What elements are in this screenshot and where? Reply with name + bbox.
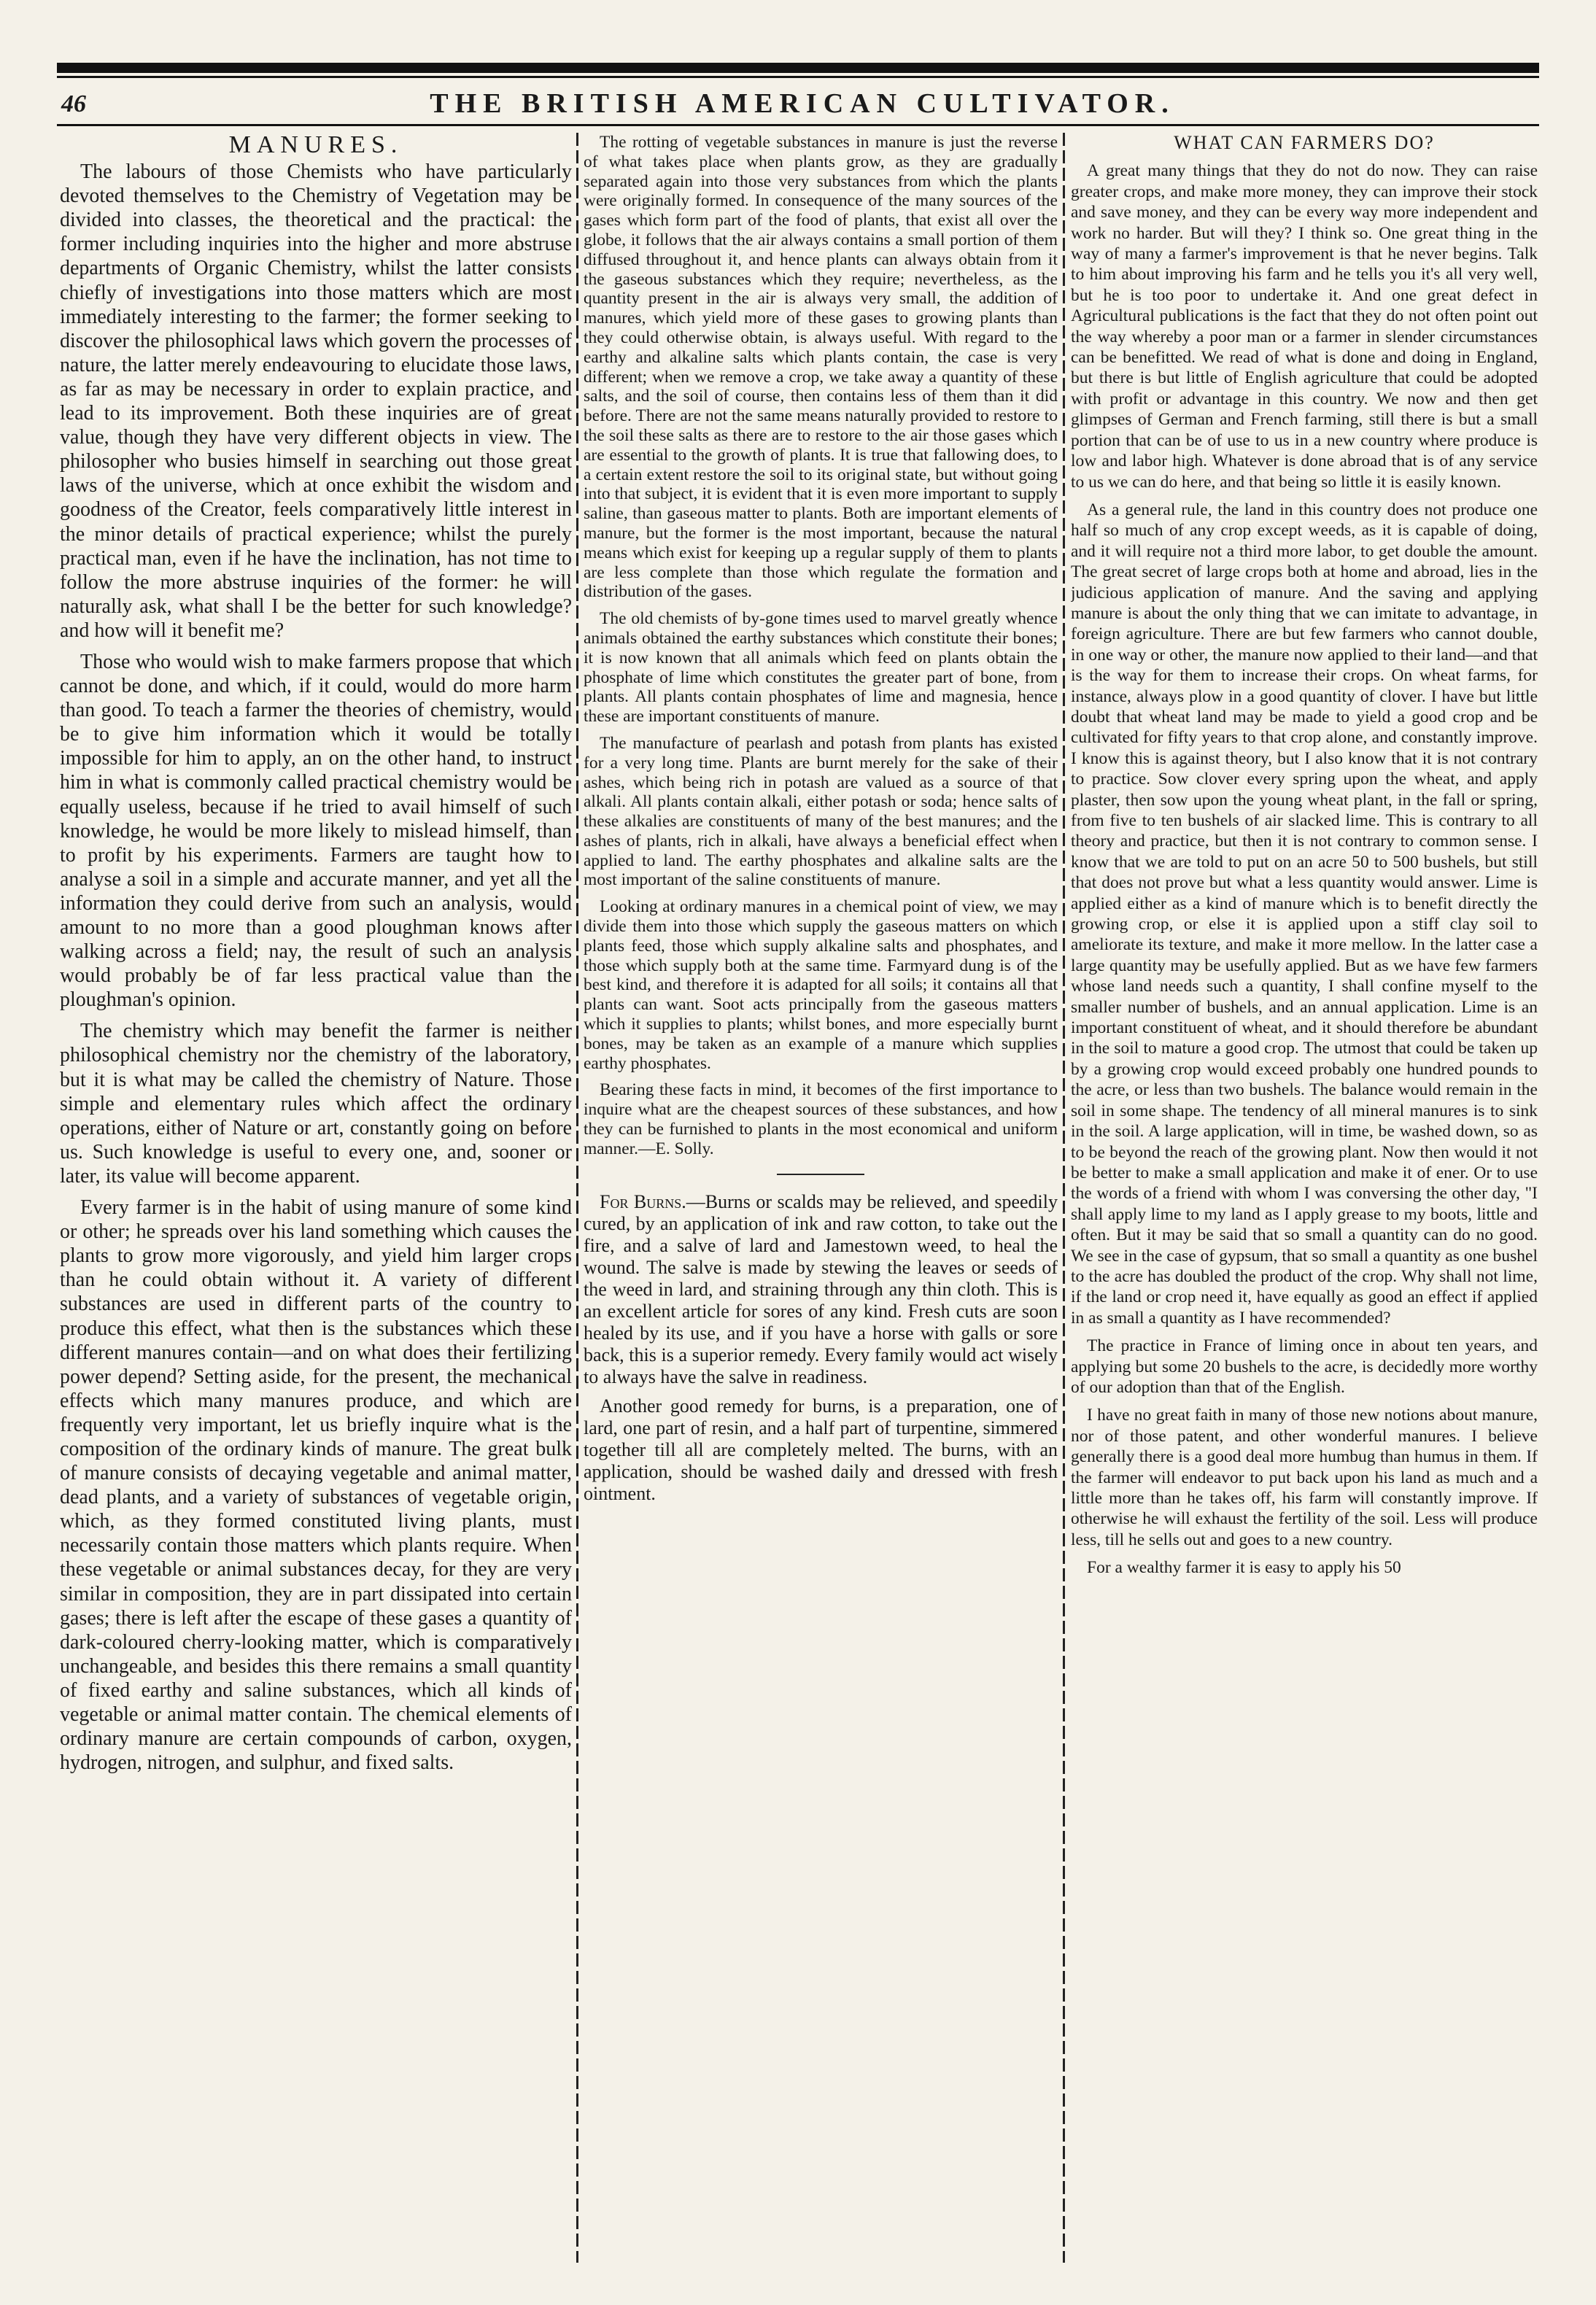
farmers-paragraph: I have no great faith in many of those new notions about manure, nor of those patent, and other wonderful manures. I believe generally there is a good deal more humbug than humus in them. If the farmer will endeavor to put back upon his land as much and a little more than he takes off, his farm will constantly improve. If otherwise he will exhaust the fertility of the soil. Less will produce less, till he sells out and goes to a new country.	[1071, 1406, 1538, 1549]
burns-heading: For Burns.	[600, 1190, 686, 1212]
manures-paragraph: Every farmer is in the habit of using manure of some kind or other; he spreads over his land something which causes the plants to grow more vigorously, and yield him larger crops than he could obtain without it. A variety of different substances are used in different parts of the country to produce this effect, what then is the substances which these different manures contain—and on what does their fertilizing power depend? Setting aside, for the present, the mechanical effects which many manures produce, and which are frequently very important, let us briefly inquire what is the composition of the ordinary kinds of manure. The great bulk of manure consists of decaying vegetable and animal matter, dead plants, and a variety of substances of vegetable origin, which, as they formed constituted living plants, must necessarily contain those matters which plants require. When these vegetable or animal substances decay, for they are very similar in composition, they are in part dissipated into certain gases; there is left after the escape of these gases a quantity of dark-coloured cherry-looking matter, which is comparatively unchangeable, and besides this there remains a small quantity of fixed earthy and saline substances, which all kinds of vegetable or animal matter contain. The chemical elements of ordinary manure are certain compounds of carbon, oxygen, hydrogen, nitrogen, and sulphur, and fixed salts.	[60, 1196, 572, 1775]
manures-paragraph: Those who would wish to make farmers propose that which cannot be done, and which, if it could, would do more harm than good. To teach a farmer the theories of chemistry, would be to give him information which it would be totally impossible for him to apply, an on the other hand, to instruct him in what is commonly called practical chemistry would be equally useless, because if he tried to avail himself of such knowledge, he would be more likely to mislead himself, than to profit by his experiments. Farmers are taught how to analyse a soil in a simple and accurate manner, and yet all the information they could derive from such an analysis, would amount to no more than a good ploughman knows after walking across a field; nay, the result of such an analysis would probably be of far less practical value than the ploughman's opinion.	[60, 650, 572, 1012]
burns-text: —Burns or scalds may be relieved, and speedily cured, by an application of ink and raw cotton, to take out the fire, and a salve of lard and Jamestown weed, to heal the wound. The salve is made by stewing the leaves or seeds of the weed in lard, and straining through any thin cloth. This is an excellent article for sores of any kind. Fresh cuts are soon healed by its use, and if you have a horse with galls or sore back, this is a superior remedy. Every family would act wisely to always have the salve in readiness.	[584, 1190, 1058, 1387]
column-1	[60, 133, 572, 2277]
burns-paragraph: Another good remedy for burns, is a preparation, one of lard, one part of resin, and a half part of turpentine, simmered together till all are completely melted. The burns, with an application, should be washed daily and dressed with fresh ointment.	[584, 1395, 1058, 1504]
column-divider-1	[576, 133, 578, 2263]
manures-paragraph: Looking at ordinary manures in a chemical point of view, we may divide them into those which supply the gaseous matters on which plants feed, those which supply alkaline salts and phosphates, and those which supply both at the same time. Farmyard dung is of the best kind, and therefore it is adapted for all soils; it contains all that plants can want. Soot acts principally from the gaseous matters which it supplies to plants; whilst bones, and more especially burnt bones, may be taken as an example of a manure which supplies earthy phosphates.	[584, 897, 1058, 1073]
column-2	[584, 133, 1058, 2277]
farmers-title: WHAT CAN FARMERS DO?	[1174, 133, 1435, 153]
farmers-paragraph: As a general rule, the land in this country does not produce one half so much of any crop except weeds, as it is capable of doing, and it will require not a third more labor, to get double the amount. The great secret of large crops both at home and abroad, lies in the judicious application of manure. And the saving and applying manure is about the only thing that we can imitate to advantage, in foreign agriculture. There are but few farmers who cannot double, in one way or other, the manure now applied to their land—and that is the way for them to increase their crops. On wheat farms, for instance, always plow in a good quantity of clover. I have but little doubt that wheat land may be made to yield a good crop and be cultivated for fifty years to that crop alone, and constantly improve. I know this is against theory, but I also know that it is not contrary to practice. Sow clover every spring upon the wheat, and apply plaster, then sow upon the young wheat plant, in the fall or spring, from five to ten bushels of air slacked lime. This is contrary to all theory and practice, but then it is not contrary to common sense. I know that we are told to put on an acre 50 to 500 bushels, but still that does not prove but what a less quantity would answer. Lime is applied either as a kind of manure which is to benefit directly the growing crop, or else it is applied upon a stiff clay soil to ameliorate its texture, and make it more mellow. In the latter case a large quantity may be usefully applied. But as we have few farmers whose land needs such a quantity, I shall confine myself to the smaller number of bushels, and an annual application. Lime is an important constituent of wheat, and it should therefore be abundant in the soil to mature a good crop. The utmost that could be taken up by a growing crop would exceed probably one hundred pounds to the acre, or less than two bushels. The balance would remain in the soil in some shape. The tendency of all mineral manures is to sink in the soil. A large application, will in time, be washed down, so as to be beyond the reach of the growing plant. Now then would it not be better to make a small application and make it of ener. Or to use the words of a friend with whom I was conversing the other day, "I shall apply lime to my land as I apply grease to my boots, little and often. But it may be said that so small a quantity can do no good. We see in the case of gypsum, that so small a quantity as one bushel to the acre has doubled the product of the crop. Why shall not lime, if the land or crop need it, have equally as good an effect if applied in as small a quantity as I have recommended?	[1071, 500, 1538, 1328]
masthead-thin-rule	[57, 76, 1539, 78]
manures-paragraph: The rotting of vegetable substances in manure is just the reverse of what takes place when plants grow, as they are gradually separated again into those very substances from which the plants were originally formed. In consequence of the many sources of the gases which form part of the food of plants, that exist all over the globe, it follows that the air always contains a small portion of them diffused throughout it, and hence plants can always obtain from it the gaseous substances which they require; nevertheless, as the quantity present in the air is always very small, the addition of manures, which yield more of these gases to growing plants than they could otherwise obtain, is always useful. With regard to the earthy and alkaline salts which plants contain, the case is very different; when we remove a crop, we take away a quantity of these salts, and the soil of course, then contains less of them than it did before. There are not the same means naturally provided to restore to the soil these salts as there are to restore to the air those gases which are essential to the growth of plants. It is true that fallowing does, to a certain extent restore the soil to its original state, but without going into that subject, it is evident that it is even more important to supply saline, than gaseous matter to plants. Both are important elements of manure, but the former is the most important, because the natural means which exist for keeping up a regular supply of them to plants are less complete than those which regulate the formation and distribution of the gases.	[584, 133, 1058, 602]
manures-title: MANURES.	[228, 133, 403, 158]
publication-title: THE BRITISH AMERICAN CULTIVATOR.	[430, 88, 1175, 119]
header-rule	[57, 124, 1539, 126]
masthead-top-rule	[57, 63, 1539, 73]
manures-signature-paragraph: Bearing these facts in mind, it becomes of the first importance to inquire what are the cheapest sources of these substances, and how they can be furnished to plants in the most economical and uniform manner.—E. Solly.	[584, 1080, 1058, 1158]
column-3	[1071, 133, 1538, 2277]
column-divider-2	[1063, 133, 1065, 2263]
manures-paragraph: The labours of those Chemists who have particularly devoted themselves to the Chemistry of Vegetation may be divided into classes, the theoretical and the practical: the former including inquiries into the higher and more abstruse departments of Organic Chemistry, whilst the latter consists chiefly of investigations into those matters which are most immediately interesting to the farmer; the former seeking to discover the philosophical laws which govern the processes of nature, the latter merely endeavouring to elucidate those laws, as far as may be necessary in order to explain practice, and lead to its improvement. Both these inquiries are of great value, though they have very different objects in view. The philosopher who busies himself in searching out those great laws of the universe, which at once exhibit the wisdom and goodness of the Creator, feels comparatively little interest in the minor details of practical experience; whilst the purely practical man, even if he have the inclination, has not time to follow the more abstruse inquiries of the former: he will naturally ask, what shall I be the better for such knowledge? and how will it benefit me?	[60, 160, 572, 642]
farmers-paragraph: For a wealthy farmer it is easy to apply his 50	[1087, 1558, 1401, 1578]
article-divider	[777, 1174, 864, 1175]
page-number: 46	[61, 90, 86, 117]
manures-paragraph: The chemistry which may benefit the farmer is neither philosophical chemistry nor the chemistry of the laboratory, but it is what may be called the chemistry of Nature. Those simple and elementary rules which affect the ordinary operations, either of Nature or art, constantly going on before us. Such knowledge is useful to every one, and, sooner or later, its value will become apparent.	[60, 1020, 572, 1188]
burns-paragraph	[584, 1191, 1058, 1388]
farmers-paragraph: A great many things that they do not do now. They can raise greater crops, and make more money, they can improve their stock and save money, and they can be every way more independent and work no harder. But will they? I think so. One great thing in the way of many a farmer's improvement is that he never begins. Talk to him about improving his farm and he tells you it's all very well, but he is too poor to undertake it. And one great defect in Agricultural publications is the fact that they do not often point out the way whereby a poor man or a farmer in slender circumstances can be benefitted. We read of what is done and doing in England, but there is but little of English agriculture that could be adopted with profit or advantage in this country. We now and then get glimpses of German and French farming, still there is but a small portion that can be of use to us in a new country where produce is low and labor high. Whatever is done abroad that is of any service to us we can do here, and that being so little it is easily known.	[1071, 161, 1538, 492]
manures-paragraph: The old chemists of by-gone times used to marvel greatly whence animals obtained the earthy substances which constitute their bones; it is now known that all animals which feed on plants obtain the phosphate of lime which constitutes the greater part of bone, from plants. All plants contain phosphates of lime and magnesia, hence these are important constituents of manure.	[584, 609, 1058, 727]
farmers-paragraph: The practice in France of liming once in about ten years, and applying but some 20 bushels to the acre, is decidedly more worthy of our adoption than that of the English.	[1071, 1336, 1538, 1397]
manures-paragraph: The manufacture of pearlash and potash from plants has existed for a very long time. Plants are burnt merely for the sake of their ashes, which being rich in potash are valued as a source of that alkali. All plants contain alkali, either potash or soda; hence salts of these alkalies are constituents of many of the best manures; and the ashes of plants, rich in alkali, have always a beneficial effect when applied to land. The earthy phosphates and alkaline salts are the most important of the saline constituents of manure.	[584, 733, 1058, 890]
